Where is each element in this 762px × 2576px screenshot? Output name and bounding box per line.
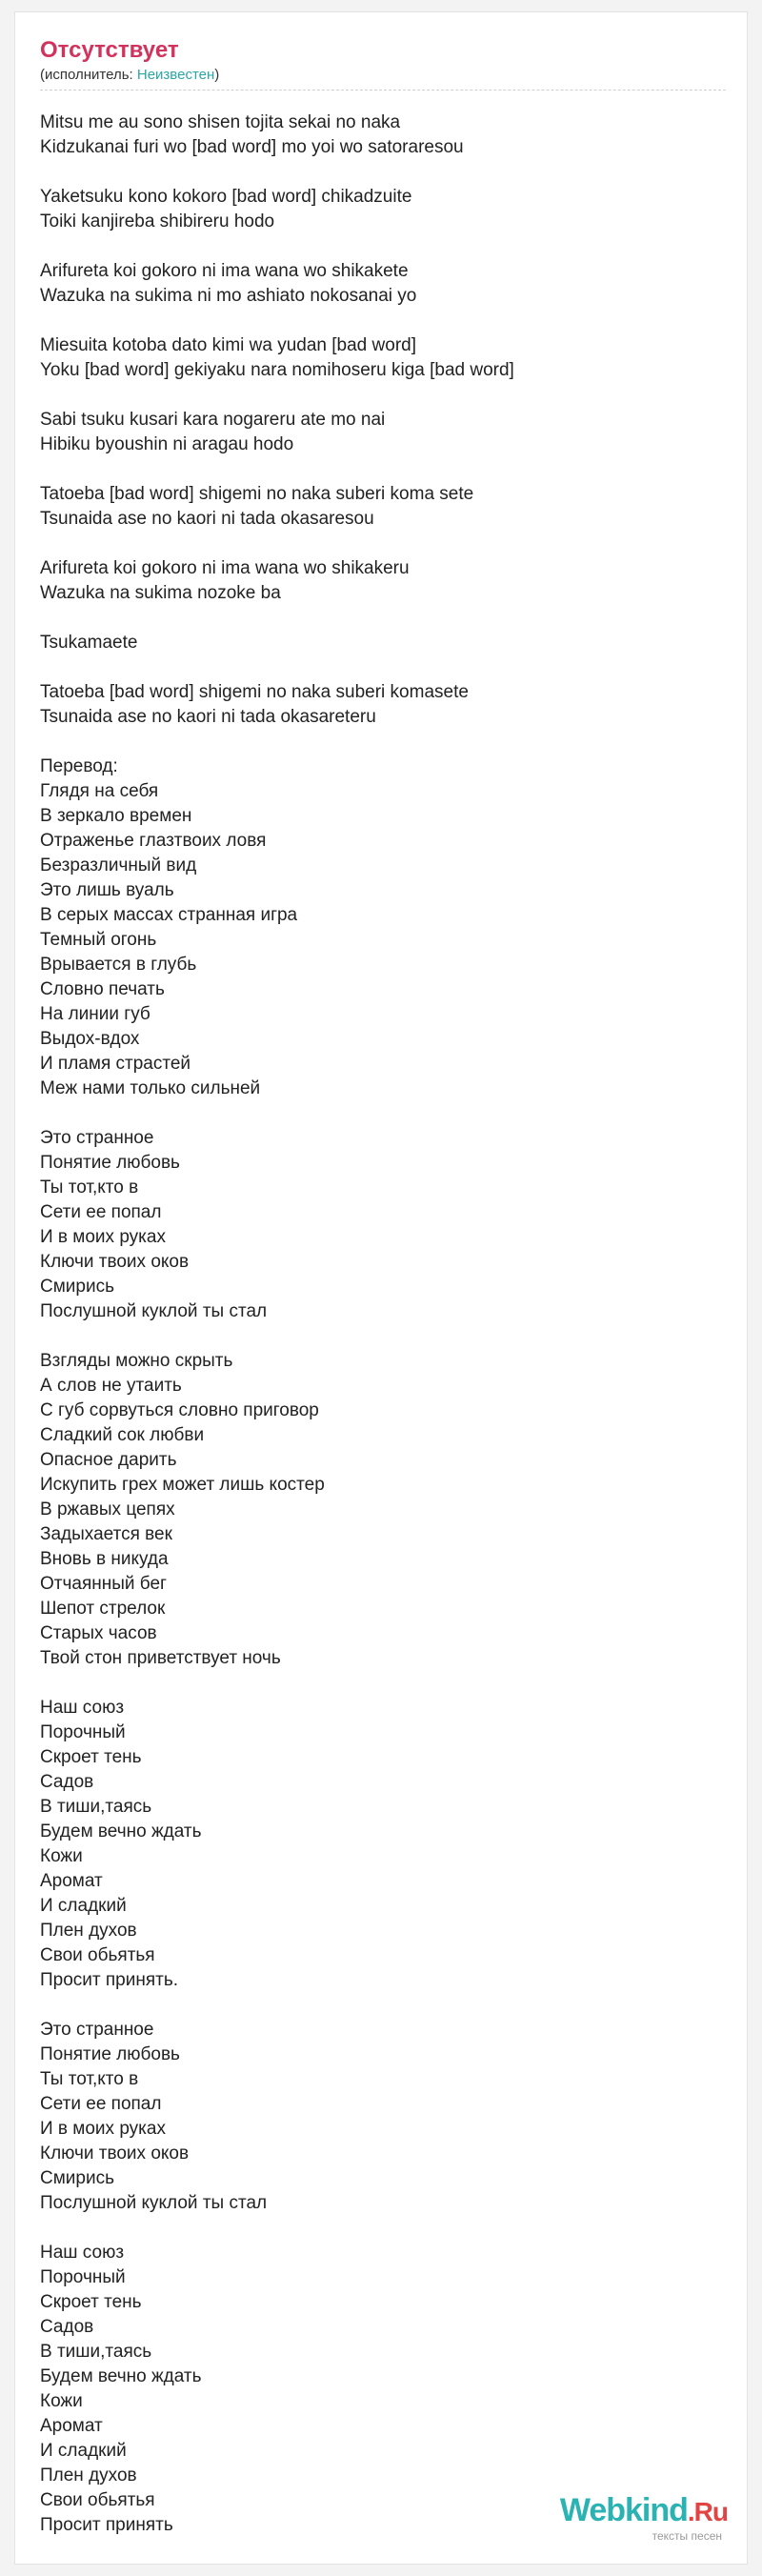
artist-line [40,66,722,85]
site-logo[interactable] [560,2493,728,2543]
logo-tld: .Ru [687,2497,728,2526]
artist-link[interactable]: Неизвестен [136,67,215,83]
logo-tagline: тексты песен [652,2529,722,2543]
header-divider [40,90,726,91]
logo-name: Webkind [559,2492,688,2528]
artist-suffix: ) [214,67,220,83]
song-header [40,37,722,91]
artist-prefix: (исполнитель: [40,67,137,83]
lyrics-text: Mitsu me au sono shisen tojita sekai no naka Kidzukanai furi wo [bad word] mo yoi wo satoraresou Yaketsuku kono kokoro [bad word] chikadzuite Toiki kanjireba shibireru hodo Arifureta koi gokoro ni ima wana wo shikakete Wazuka na sukima ni mo ashiato nokosanai yo Miesuita kotoba dato kimi wa yudan [bad word] Yoku [bad word] gekiyaku nara nomihoseru kiga [bad word] Sabi tsuku kusari kara nogareru ate mo nai Hibiku byoushin ni aragau hodo Tatoeba [bad word] shigemi no naka suberi koma sete Tsunaida ase no kaori ni tada okasaresou Arifureta koi gokoro ni ima wana wo shikakeru Wazuka na sukima nozoke ba Tsukamaete Tatoeba [bad word] shigemi no naka suberi komasete Tsunaida ase no kaori ni tada okasareteru Перевод: Глядя на себя В зеркало времен Отраженье глазтвоих ловя Безразличный вид Это лишь вуаль В серых массах странная игра Темный огонь Врывается в глубь Словно печать На линии губ Выдох-вдох И пламя страстей Меж нами только сильней Это странное Понятие любовь Ты тот,кто в Сети ее попал И в моих руках Ключи твоих оков Смирись Послушной куклой ты стал Взгляды можно скрыть А слов не утаить С губ сорвуться словно приговор Сладкий сок любви Опасное дарить Искупить грех может лишь костер В ржавых цепях Задыхается век Вновь в никуда Отчаянный бег Шепот стрелок Старых часов Твой стон приветствует ночь Наш союз Порочный Скроет тень Садов В тиши,таясь Будем вечно ждать Кожи Аромат И сладкий Плен духов Свои обьятья Просит принять. Это странное Понятие любовь Ты тот,кто в Сети ее попал И в моих руках Ключи твоих оков Смирись Послушной куклой ты стал Наш союз Порочный Скроет тень Садов В тиши,таясь Будем вечно ждать Кожи Аромат И сладкий Плен духов Свои обьятья Просит принять [40,112,514,2535]
page [14,11,748,2565]
logo-wordmark [560,2493,728,2529]
song-title: Отсутствует [40,37,179,63]
